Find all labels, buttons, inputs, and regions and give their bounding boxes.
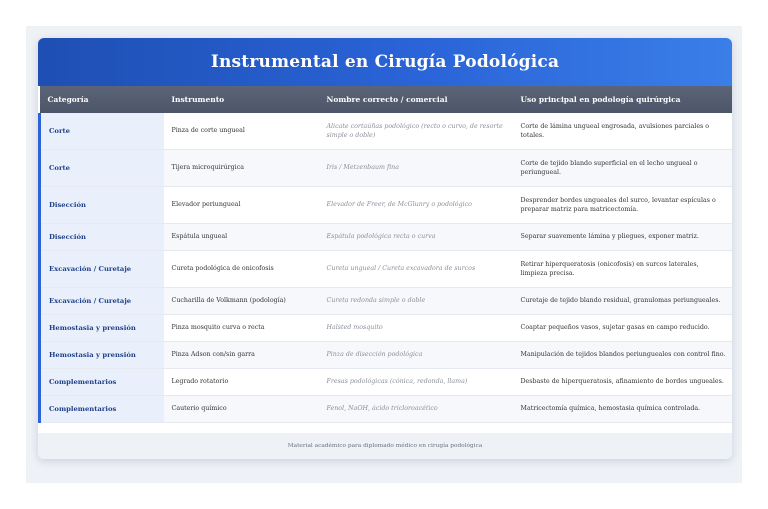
instrument-table-card: [38, 38, 732, 459]
cell-instrument: Pinza mosquito curva o recta: [164, 315, 319, 342]
footer-text: Material académico para diplomado médico en cirugía podológica: [287, 443, 483, 449]
cell-commercial-name: Fenol, NaOH, ácido tricloroacético: [319, 396, 513, 423]
cell-commercial-name: Halsted mosquito: [319, 315, 513, 342]
cell-category: Hemostasia y prensión: [40, 342, 164, 369]
cell-category: Hemostasia y prensión: [40, 315, 164, 342]
header-instrument: Instrumento: [164, 86, 319, 113]
cell-category: Disección: [40, 187, 164, 224]
table-header-row: [40, 86, 733, 113]
table-row: [40, 187, 733, 224]
table-row: [40, 342, 733, 369]
cell-category: Disección: [40, 224, 164, 251]
cell-main-use: Corte de tejido blando superficial en el lecho ungueal o periungueal.: [513, 150, 733, 187]
cell-commercial-name: Elevador de Freer, de McGlunry o podológico: [319, 187, 513, 224]
cell-category: Excavación / Curetaje: [40, 288, 164, 315]
cell-main-use: Retirar hiperqueratosis (onicofosis) en surcos laterales, limpieza precisa.: [513, 251, 733, 288]
cell-instrument: Cauterio químico: [164, 396, 319, 423]
cell-instrument: Cucharilla de Volkmann (podología): [164, 288, 319, 315]
cell-main-use: Corte de lámina ungueal engrosada, avulsiones parciales o totales.: [513, 113, 733, 150]
title-bar: [38, 38, 732, 86]
cell-main-use: Manipulación de tejidos blandos periungueales con control fino.: [513, 342, 733, 369]
page-title: Instrumental en Cirugía Podológica: [210, 52, 560, 72]
cell-commercial-name: Espátula podológica recta o curva: [319, 224, 513, 251]
cell-instrument: Legrado rotatorio: [164, 369, 319, 396]
cell-commercial-name: Cureta ungueal / Cureta excavadora de surcos: [319, 251, 513, 288]
instrument-table: [38, 86, 732, 423]
header-commercial-name: Nombre correcto / comercial: [319, 86, 513, 113]
cell-instrument: Espátula ungueal: [164, 224, 319, 251]
cell-commercial-name: Cureta redonda simple o doble: [319, 288, 513, 315]
cell-main-use: Separar suavemente lámina y pliegues, exponer matriz.: [513, 224, 733, 251]
cell-instrument: Elevador periungueal: [164, 187, 319, 224]
cell-main-use: Desbaste de hiperqueratosis, afinamiento de bordes ungueales.: [513, 369, 733, 396]
cell-main-use: Matricectomía química, hemostasia química controlada.: [513, 396, 733, 423]
cell-commercial-name: Pinza de disección podológica: [319, 342, 513, 369]
table-row: [40, 315, 733, 342]
table-row: [40, 251, 733, 288]
cell-commercial-name: Alicate cortaúñas podológico (recto o curvo, de resorte simple o doble): [319, 113, 513, 150]
header-main-use: Uso principal en podología quirúrgica: [513, 86, 733, 113]
cell-category: Excavación / Curetaje: [40, 251, 164, 288]
cell-main-use: Coaptar pequeños vasos, sujetar gasas en campo reducido.: [513, 315, 733, 342]
cell-category: Corte: [40, 150, 164, 187]
table-row: [40, 369, 733, 396]
cell-instrument: Pinza Adson con/sin garra: [164, 342, 319, 369]
table-row: [40, 113, 733, 150]
cell-commercial-name: Fresas podológicas (cónica, redonda, llama): [319, 369, 513, 396]
cell-category: Complementarios: [40, 369, 164, 396]
cell-instrument: Cureta podológica de onicofosis: [164, 251, 319, 288]
table-row: [40, 150, 733, 187]
header-category: Categoría: [40, 86, 164, 113]
table-row: [40, 288, 733, 315]
cell-category: Corte: [40, 113, 164, 150]
footer-note: [38, 433, 732, 459]
cell-commercial-name: Iris / Metzenbaum fina: [319, 150, 513, 187]
cell-instrument: Tijera microquirúrgica: [164, 150, 319, 187]
table-row: [40, 224, 733, 251]
cell-instrument: Pinza de corte ungueal: [164, 113, 319, 150]
cell-category: Complementarios: [40, 396, 164, 423]
cell-main-use: Curetaje de tejido blando residual, granulomas periungueales.: [513, 288, 733, 315]
cell-main-use: Desprender bordes ungueales del surco, levantar espículas o preparar matriz para matricectomía.: [513, 187, 733, 224]
table-row: [40, 396, 733, 423]
